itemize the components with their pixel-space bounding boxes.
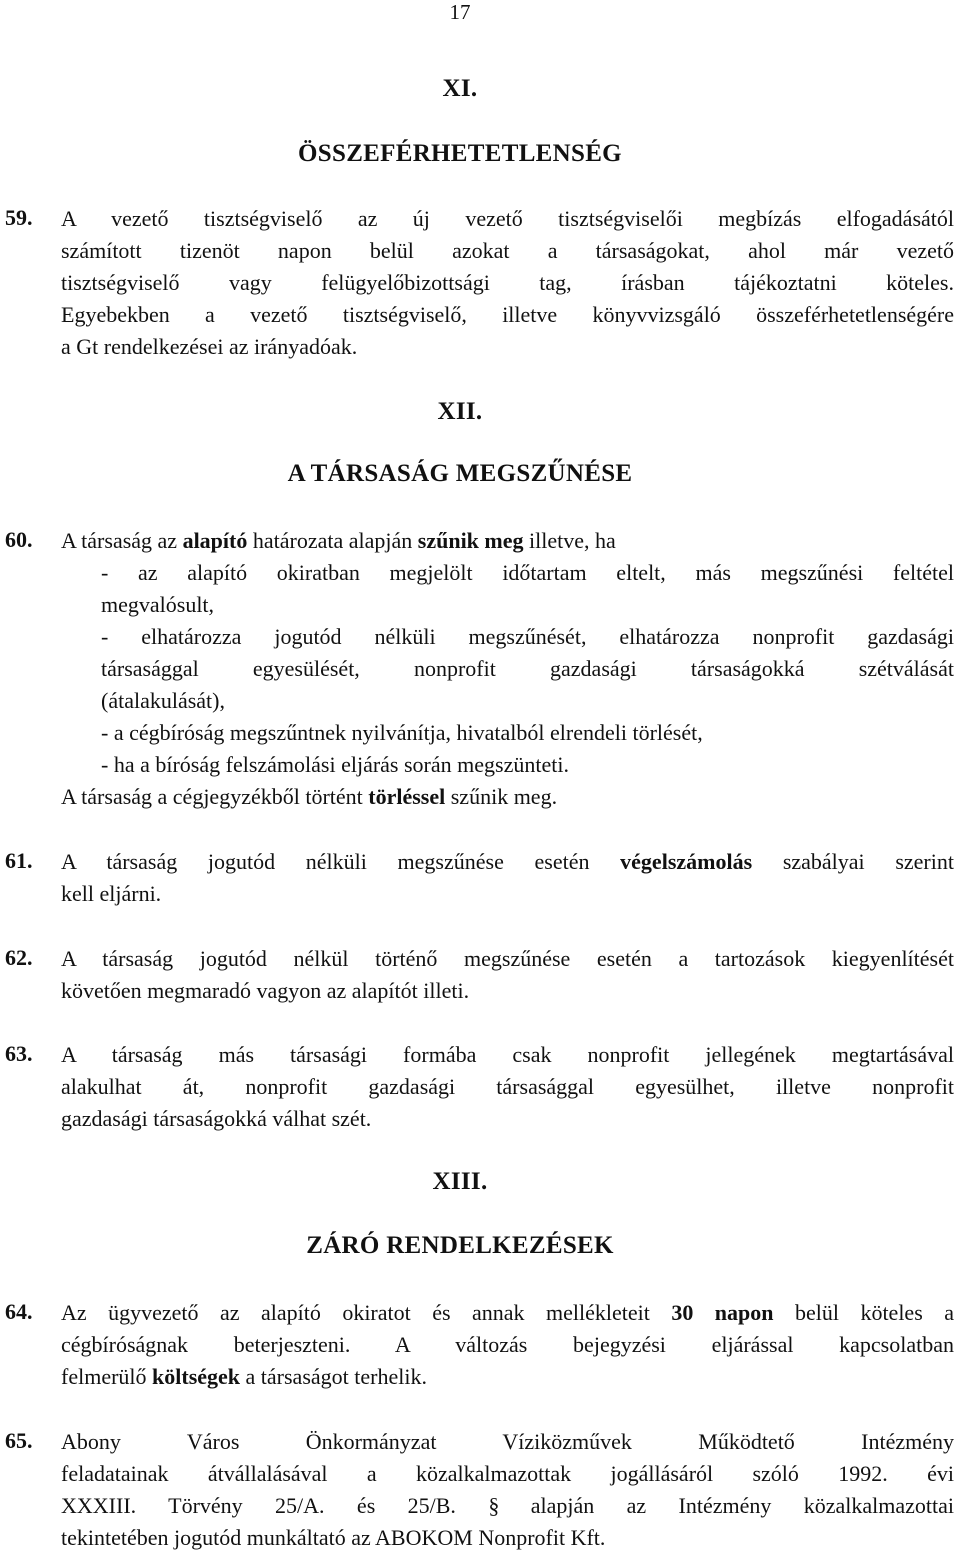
list-item-continuation: (átalakulását), bbox=[101, 688, 225, 713]
list-item: - a cégbíróság megszűntnek nyilvánítja, hivatalból elrendeli törlését, bbox=[101, 720, 703, 745]
bold-term: 30 napon bbox=[671, 1300, 774, 1325]
section-number-xi: XI. bbox=[442, 75, 478, 102]
paragraph-63 bbox=[61, 1039, 954, 1135]
text-line: a Gt rendelkezései az irányadóak. bbox=[61, 334, 358, 359]
section-title-xii: A TÁRSASÁG MEGSZŰNÉSE bbox=[287, 460, 633, 487]
section-title-xi: ÖSSZEFÉRHETETLENSÉG bbox=[298, 140, 622, 167]
paragraph-62 bbox=[61, 943, 954, 1007]
paragraph-65 bbox=[61, 1426, 954, 1554]
text-line: cégbíróságnak beterjeszteni. A változás bejegyzési eljárással kapcsolatban bbox=[61, 1332, 954, 1357]
text-line: A vezető tisztségviselő az új vezető tisztségviselői megbízás elfogadásától bbox=[61, 206, 954, 231]
text-line: tisztségviselő vagy felügyelőbizottsági tag, írásban tájékoztatni köteles. bbox=[61, 270, 954, 295]
list-item: - elhatározza jogutód nélküli megszűnését, elhatározza nonprofit gazdasági bbox=[101, 624, 954, 649]
section-sign-icon: § bbox=[488, 1493, 500, 1518]
section-number-xiii: XIII. bbox=[432, 1168, 488, 1195]
text-line: A társaság jogutód nélküli megszűnése esetén végelszámolás szabályai szerint bbox=[61, 849, 954, 874]
paragraph-59 bbox=[61, 203, 954, 363]
text-line: számított tizenöt napon belül azokat a társaságokat, ahol már vezető bbox=[61, 238, 954, 263]
section-title-xiii: ZÁRÓ RENDELKEZÉSEK bbox=[306, 1232, 614, 1259]
bold-term: alapító bbox=[182, 528, 248, 553]
paragraph-number-59: 59. bbox=[5, 205, 33, 230]
paragraph-number-62: 62. bbox=[5, 945, 33, 970]
text-line: felmerülő költségek a társaságot terhelik. bbox=[61, 1364, 427, 1389]
bold-term: törléssel bbox=[368, 784, 446, 809]
paragraph-number-63: 63. bbox=[5, 1041, 33, 1066]
text-line: Abony Város Önkormányzat Víziközművek Működtető Intézmény bbox=[61, 1429, 954, 1454]
bold-term: költségek bbox=[152, 1364, 241, 1389]
text-line: Egyebekben a vezető tisztségviselő, illetve könyvvizsgáló összeférhetetlenségére bbox=[61, 302, 954, 327]
bold-term: végelszámolás bbox=[620, 849, 753, 874]
text-line: feladatainak átvállalásával a közalkalmazottak jogállásáról szóló 1992. évi bbox=[61, 1461, 954, 1486]
text-line: tekintetében jogutód munkáltató az ABOKOM Nonprofit Kft. bbox=[61, 1525, 606, 1550]
list-item: - az alapító okiratban megjelölt időtartam eltelt, más megszűnési feltétel bbox=[101, 560, 954, 585]
paragraph-number-61: 61. bbox=[5, 848, 33, 873]
paragraph-number-64: 64. bbox=[5, 1299, 33, 1324]
list-item-continuation: társasággal egyesülését, nonprofit gazdasági társaságokká szétválását bbox=[101, 656, 954, 681]
text-line: A társaság az alapító határozata alapján szűnik meg illetve, ha bbox=[61, 528, 616, 553]
paragraph-number-65: 65. bbox=[5, 1428, 33, 1453]
list-item-continuation: megvalósult, bbox=[101, 592, 215, 617]
paragraph-61 bbox=[61, 846, 954, 910]
text-line: alakulhat át, nonprofit gazdasági társasággal egyesülhet, illetve nonprofit bbox=[61, 1074, 954, 1099]
text-line: Az ügyvezető az alapító okiratot és annak mellékleteit 30 napon belül köteles a bbox=[61, 1300, 954, 1325]
text-line: A társaság jogutód nélkül történő megszűnése esetén a tartozások kiegyenlítését bbox=[61, 946, 954, 971]
bold-term: szűnik meg bbox=[417, 528, 524, 553]
text-line: XXXIII. Törvény 25/A. és 25/B. § alapján az Intézmény közalkalmazottai bbox=[61, 1490, 954, 1522]
text-line: követően megmaradó vagyon az alapítót illeti. bbox=[61, 978, 470, 1003]
paragraph-64 bbox=[61, 1297, 954, 1393]
text-line: kell eljárni. bbox=[61, 881, 162, 906]
paragraph-60 bbox=[61, 525, 954, 813]
text-line: gazdasági társaságokká válhat szét. bbox=[61, 1106, 372, 1131]
paragraph-number-60: 60. bbox=[5, 527, 33, 552]
text-line: A társaság más társasági formába csak nonprofit jellegének megtartásával bbox=[61, 1042, 954, 1067]
section-number-xii: XII. bbox=[437, 398, 483, 425]
text-line: A társaság a cégjegyzékből történt törléssel szűnik meg. bbox=[61, 784, 558, 809]
page-number: 17 bbox=[449, 0, 471, 24]
list-item: - ha a bíróság felszámolási eljárás során megszünteti. bbox=[101, 752, 569, 777]
